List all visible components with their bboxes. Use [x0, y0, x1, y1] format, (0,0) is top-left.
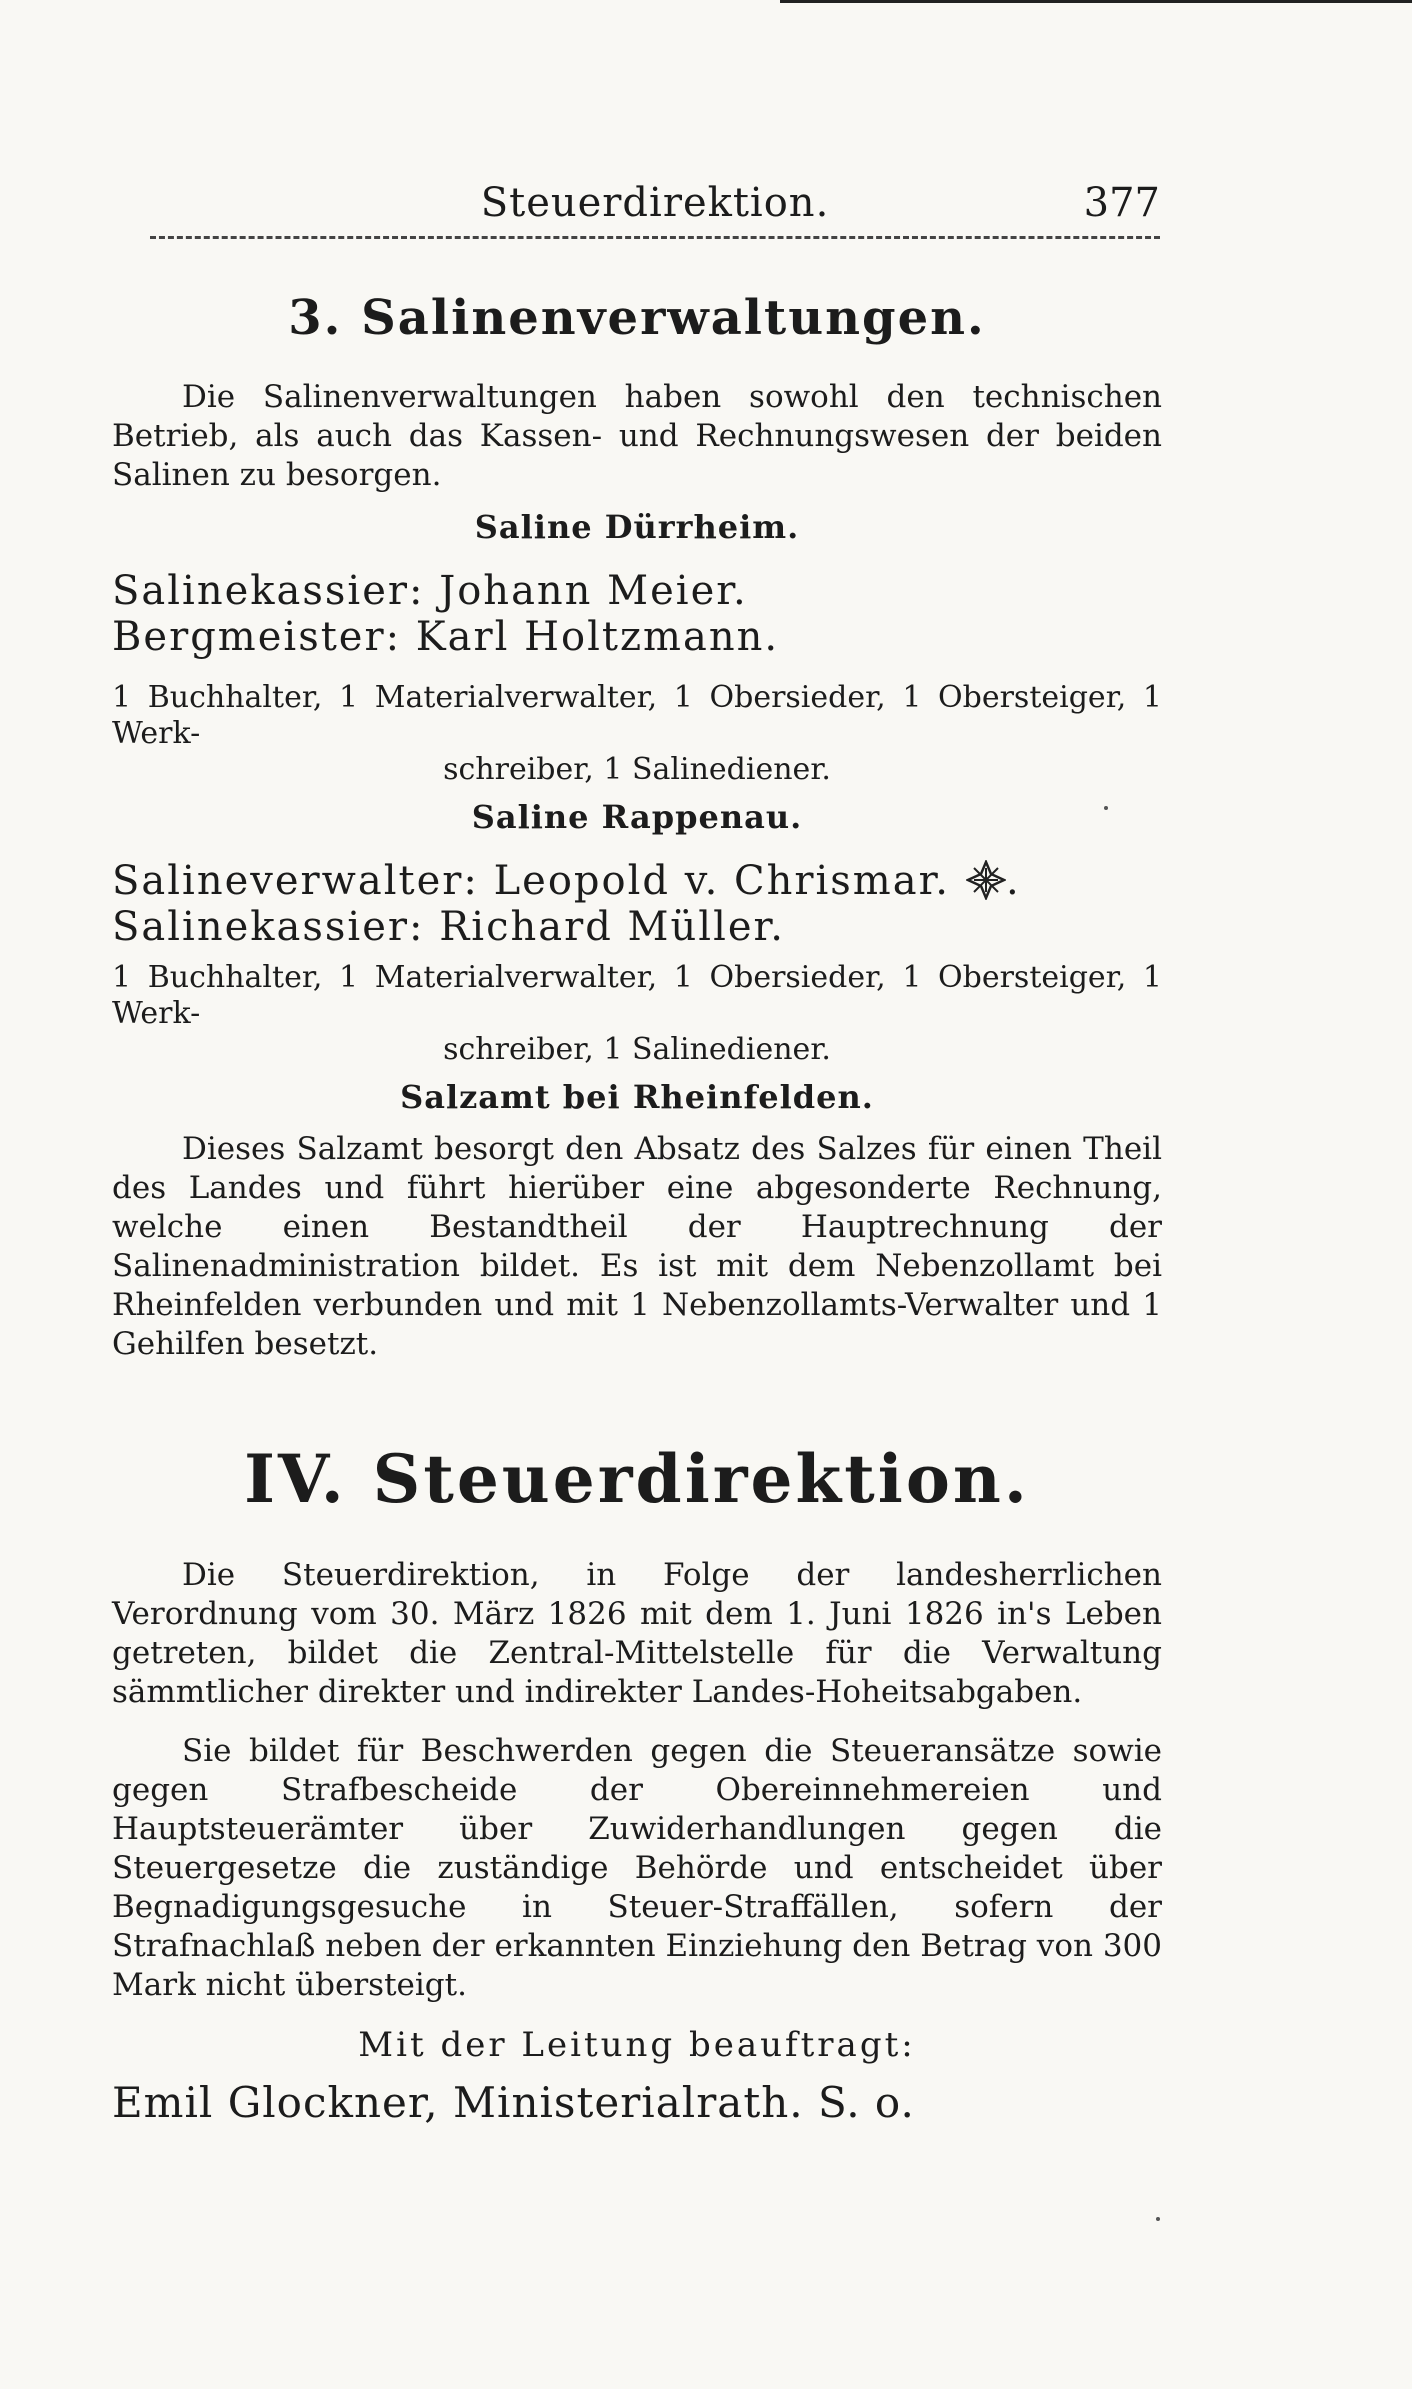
staff-line: 1 Buchhalter, 1 Materialverwalter, 1 Obersieder, 1 Obersteiger, 1 Werk- [112, 960, 1162, 1031]
person-entry: Salinekassier: Johann Meier. [112, 568, 748, 614]
rheinfelden-paragraph: Dieses Salzamt besorgt den Absatz des Salzes für einen Theil des Landes und führt hierüber eine abgesonderte Rechnung, welche einen Bestandtheil der Hauptrechnung der Salinenadministration bildet. Es ist mit dem Nebenzollamt bei Rheinfelden verbunden und mit 1 Nebenzollamts-Verwalter und 1 Gehilfen besetzt. [112, 1131, 1162, 1362]
part-heading-steuerdirektion: IV. Steuerdirektion. [244, 1440, 1030, 1518]
duerrheim-persons [112, 568, 1162, 660]
salinen-intro: Die Salinenverwaltungen haben sowohl den technischen Betrieb, als auch das Kassen- und Rechnungswesen der beiden Salinen zu besorgen. [112, 379, 1162, 493]
person-entry-with-decoration [112, 858, 1162, 904]
person-name: Salineverwalter: Leopold v. Chrismar. [112, 858, 951, 904]
staff-line: schreiber, 1 Salinediener. [443, 752, 831, 787]
print-speck [1156, 2217, 1160, 2221]
order-cross-icon [966, 860, 1006, 900]
rappenau-staff [112, 960, 1162, 1068]
top-edge-rule [780, 0, 1412, 3]
section-heading-salinenverwaltungen: 3. Salinenverwaltungen. [288, 290, 986, 346]
running-title: Steuerdirektion. [480, 180, 830, 226]
person-entry: Salinekassier: Richard Müller. [112, 904, 785, 950]
subheading-saline-rappenau: Saline Rappenau. [471, 798, 803, 836]
decoration-suffix: . [1006, 858, 1021, 904]
header-rule [150, 236, 1160, 239]
page-number: 377 [1083, 180, 1160, 226]
subheading-salzamt-rheinfelden: Salzamt bei Rheinfelden. [400, 1078, 874, 1116]
staff-line: 1 Buchhalter, 1 Materialverwalter, 1 Obersieder, 1 Obersteiger, 1 Werk- [112, 680, 1162, 751]
print-speck [1104, 806, 1108, 810]
charged-with-management-label: Mit der Leitung beauftragt: [358, 2025, 916, 2065]
subheading-saline-duerrheim: Saline Dürrheim. [474, 508, 800, 546]
steuerdirektion-paragraph-2: Sie bildet für Beschwerden gegen die Steueransätze sowie gegen Strafbescheide der Obereinnehmereien und Hauptsteuerämter über Zuwiderhandlungen gegen die Steuergesetze die zuständige Behörde und entscheidet über Begnadigungsgesuche in Steuer-Straffällen, sofern der Strafnachlaß neben der erkannten Einziehung den Betrag von 300 Mark nicht übersteigt. [112, 1733, 1162, 2003]
page-header [150, 180, 1160, 240]
duerrheim-staff [112, 680, 1162, 788]
rappenau-persons [112, 858, 1162, 950]
person-entry: Bergmeister: Karl Holtzmann. [112, 614, 780, 660]
head-person-entry: Emil Glockner, Ministerialrath. S. o. [112, 2078, 915, 2127]
steuerdirektion-paragraph-1: Die Steuerdirektion, in Folge der landesherrlichen Verordnung vom 30. März 1826 mit dem 1. Juni 1826 in's Leben getreten, bildet die Zentral-Mittelstelle für die Verwaltung sämmtlicher direkter und indirekter Landes-Hoheitsabgaben. [112, 1557, 1162, 1710]
staff-line: schreiber, 1 Salinediener. [443, 1032, 831, 1067]
